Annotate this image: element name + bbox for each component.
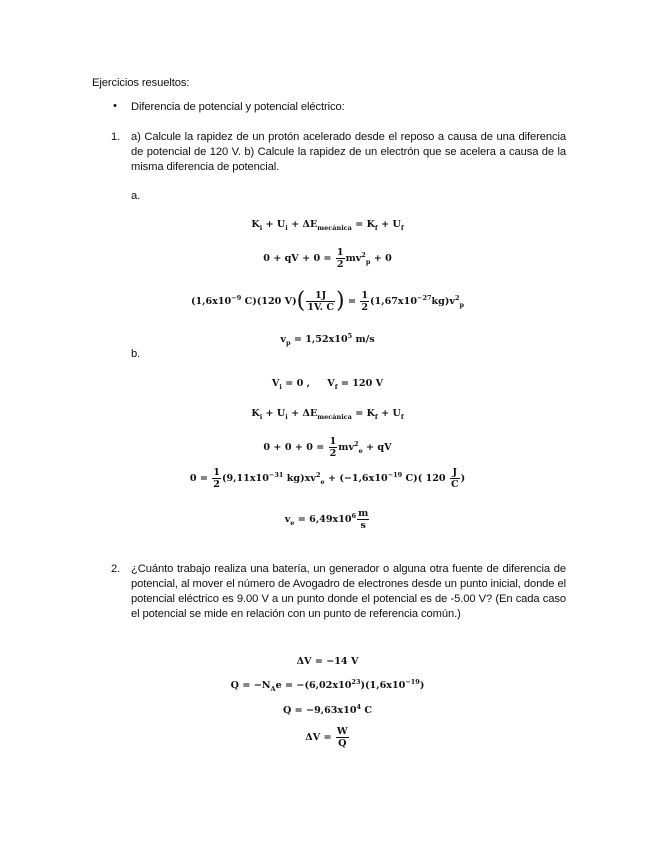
problem-2-number: 2. <box>111 563 121 575</box>
equation-charge-result: $Q = -9,63x10^4$ C <box>282 702 373 716</box>
equation-charge: $Q = -N_Ae = -(6,02x10^{23})(1,6x10^{-19})$ <box>230 677 425 693</box>
problem-1-text: a) Calcule la rapidez de un protón acelerado desde el reposo a causa de una diferencia de potencial de 120 V. b) Calcule la rapidez de un electrón que se acelera a causa de la misma diferencia de potencial. <box>131 131 566 173</box>
equation-substitution-b: 0 = $\frac{1}{2}$ ($9,11x10^{-31}$ $kg)xv^2_e + (-1,6x10^{-19}$ C)( 120 $\frac{J}{C}$ ) <box>189 467 466 490</box>
problem-1-number: 1. <box>111 131 121 143</box>
equation-energy-conservation-b: $K_i + U_i + \Delta E_{mecánica} = K_f + U_f$ <box>251 408 404 421</box>
equation-kinetic-b: 0 + 0 + 0 = $\frac{1}{2}$ $mv^2_e$ + qV <box>263 436 392 459</box>
equation-kinetic-a: 0 + qV + 0 = $\frac{1}{2}$ $mv^2_p + 0$ <box>263 247 392 270</box>
equation-energy-conservation-a: $K_i + U_i + \Delta E_{mecánica} = K_f + U_f$ <box>251 219 404 232</box>
bullet-heading: Diferencia de potencial y potencial eléctrico: <box>131 101 345 113</box>
equation-work-potential: ΔV = $\frac{W}{Q}$ <box>305 726 348 749</box>
part-b-label: b. <box>131 348 141 360</box>
part-a-label: a. <box>131 190 141 202</box>
problem-2-text: ¿Cuánto trabajo realiza una batería, un generador o alguna otra fuente de diferencia de potencial, al mover el número de Avogadro de electrones desde un punto inicial, donde el potencial eléctrico es 9.00 V a un punto donde el potencial es de -5.00 V? (En cada caso el potencial se mide en relación con un punto de referencia común.) <box>131 563 566 620</box>
equation-delta-v: ΔV = −14 V <box>296 656 359 667</box>
bullet-icon: • <box>113 100 117 112</box>
equation-substitution-a: ($1,6x10^{-9}$ C)(120 V)( $\frac{1J}{1V. C}$ ) = $\frac{1}{2}$ $(1,67x10^{-27}kg)v^2_p$ <box>190 288 465 314</box>
equation-given-b: $V_i = 0$ , $V_f = 120$ V <box>271 378 384 391</box>
equation-result-b: $v_e = 6,49x10^6$ $\frac{m}{s}$ <box>284 508 369 531</box>
equation-result-a: $v_p = 1,52x10^5$ m/s <box>280 331 375 347</box>
section-title: Ejercicios resueltos: <box>92 77 190 89</box>
